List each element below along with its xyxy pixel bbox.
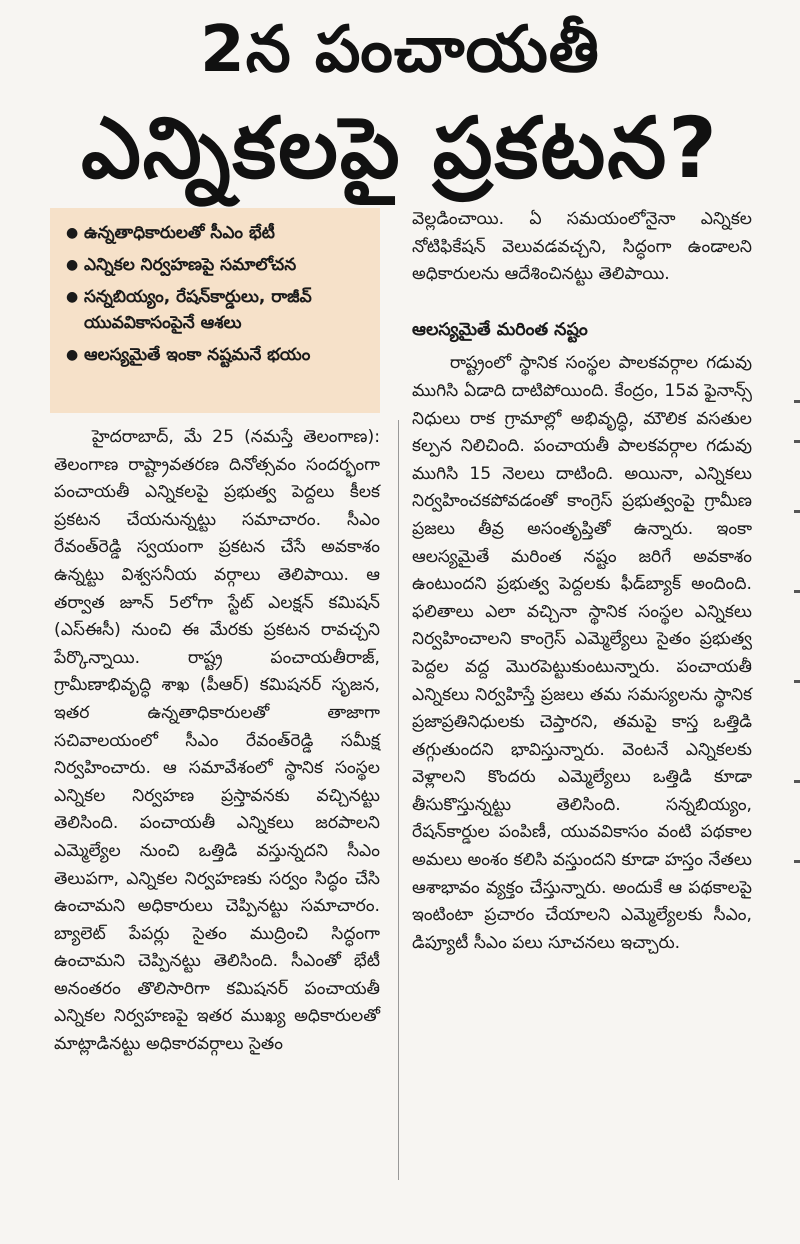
highlight-text: ఎన్నికల నిర్వహణపై సమాలోచన xyxy=(84,255,297,275)
article-paragraph: రాష్ట్రంలో స్థానిక సంస్థల పాలకవర్గాల గడువు ముగిసి ఏడాది దాటిపోయింది. కేంద్రం, 15వ ఫైనాన్స్ నిధులు రాక గ్రామాల్లో అభివృద్ధి, మౌలిక వసతుల కల్పన నిలిచింది. పంచాయతీ పాలకవర్గాల గడువు ముగిసి 15 నెలలు దాటింది. అయినా, ఎన్నికలు నిర్వహించకపోవడంతో కాంగ్రెస్ ప్రభుత్వంపై గ్రామీణ ప్రజలు తీవ్ర అసంతృప్తితో ఉన్నారు. ఇంకా ఆలస్యమైతే మరింత నష్టం జరిగే అవకాశం ఉంటుందని ప్రభుత్వ పెద్దలకు ఫీడ్‌బ్యాక్ అందింది. ఫలితాలు ఎలా వచ్చినా స్థానిక సంస్థల ఎన్నికలు నిర్వహించాలని కాంగ్రెస్ ఎమ్మెల్యేలు సైతం ప్రభుత్వ పెద్దల వద్ద మొరపెట్టుకుంటున్నారు. పంచాయతీ ఎన్నికలు నిర్వహిస్తే ప్రజలు తమ సమస్యలను స్థానిక ప్రజాప్రతినిధులకు చెప్తారని, తమపై కాస్త ఒత్తిడి తగ్గుతుందని భావిస్తున్నారు. వెంటనే ఎన్నికలకు వెళ్లాలని కొందరు ఎమ్మెల్యేలు ఒత్తిడి కూడా తీసుకొస్తున్నట్టు తెలిసింది. సన్నబియ్యం, రేషన్‌కార్డుల పంపిణీ, యువవికాసం వంటి పథకాల అమలు అంశం కలిసి వస్తుందని కూడా హస్తం నేతలు ఆశాభావం వ్యక్తం చేస్తున్నారు. అందుకే ఆ పథకాలపై ఇంటింటా ప్రచారం చేయాలని ఎమ్మెల్యేలకు సీఎం, డిప్యూటీ సీఎం పలు సూచనలు ఇచ్చారు. xyxy=(412,353,752,953)
headline-line-2: ఎన్నికలపై ప్రకటన? xyxy=(81,99,719,197)
edge-mark xyxy=(794,590,800,593)
article-left-column xyxy=(54,424,380,1059)
article-paragraph: హైదరాబాద్, మే 25 (నమస్తే తెలంగాణ): తెలంగాణ రాష్ట్రావతరణ దినోత్సవం సందర్భంగా పంచాయతీ ఎన్నికలపై ప్రభుత్వ పెద్దలు కీలక ప్రకటన చేయనున్నట్టు సమాచారం. సీఎం రేవంత్‌రెడ్డి స్వయంగా ప్రకటన చేసే అవకాశం ఉన్నట్టు విశ్వసనీయ వర్గాలు తెలిపాయి. ఆ తర్వాత జూన్ 5లోగా స్టేట్ ఎలక్షన్ కమిషన్ (ఎస్‌ఈసీ) నుంచి ఈ మేరకు ప్రకటన రావచ్చని పేర్కొన్నాయి. రాష్ట్ర పంచాయతీరాజ్, గ్రామీణాభివృద్ధి శాఖ (పీఆర్) కమిషనర్ సృజన, ఇతర ఉన్నతాధికారులతో తాజాగా సచివాలయంలో సీఎం రేవంత్‌రెడ్డి సమీక్ష నిర్వహించారు. ఆ సమావేశంలో స్థానిక సంస్థల ఎన్నికల నిర్వహణ ప్రస్తావనకు వచ్చినట్టు తెలిసింది. పంచాయతీ ఎన్నికలు జరపాలని ఎమ్మెల్యేల నుంచి ఒత్తిడి వస్తున్నదని సీఎం తెలుపగా, ఎన్నికల నిర్వహణకు సర్వం సిద్ధం చేసి ఉంచామని అధికారులు చెప్పినట్టు సమాచారం. బ్యాలెట్ పేపర్లు సైతం ముద్రించి సిద్ధంగా ఉంచామని చెప్పినట్టు తెలిసింది. సీఎంతో భేటీ అనంతరం తొలిసారిగా కమిషనర్ పంచాయతీ ఎన్నికల నిర్వహణపై ఇతర ముఖ్య అధికారులతో మాట్లాడినట్టు అధికారవర్గాలు సైతం xyxy=(54,427,380,1055)
highlight-text: సన్నబియ్యం, రేషన్‌కార్డులు, రాజీవ్ యువవికాసంపైనే ఆశలు xyxy=(84,287,312,333)
highlight-text: ఉన్నతాధికారులతో సీఎం భేటీ xyxy=(84,223,275,243)
headline-line-1: 2న పంచాయతీ xyxy=(200,13,600,87)
article-paragraph: వెల్లడించాయి. ఏ సమయంలోనైనా ఎన్నికల నోటిఫికేషన్ వెలువడవచ్చని, సిద్ధంగా ఉండాలని అధికారులను ఆదేశించినట్టు తెలిపాయి. xyxy=(412,209,752,285)
bullet-icon: ● xyxy=(66,347,79,363)
edge-mark xyxy=(794,680,800,683)
highlight-text: ఆలస్యమైతే ఇంకా నష్టమనే భయం xyxy=(84,345,311,365)
article-subheading: ఆలస్యమైతే మరింత నష్టం xyxy=(412,319,588,340)
highlight-item xyxy=(66,220,368,246)
adjacent-article-edge xyxy=(792,360,800,920)
bullet-icon: ● xyxy=(66,225,79,241)
bullet-icon: ● xyxy=(66,257,79,273)
edge-mark xyxy=(794,860,800,863)
highlight-item xyxy=(66,252,368,278)
article-right-column xyxy=(412,206,752,957)
highlight-item xyxy=(66,284,368,336)
edge-mark xyxy=(794,510,800,513)
column-divider xyxy=(398,420,399,1180)
edge-mark xyxy=(794,400,800,403)
highlights-box xyxy=(50,208,380,413)
edge-mark xyxy=(794,780,800,783)
highlight-item xyxy=(66,342,368,368)
edge-mark xyxy=(794,440,800,443)
bullet-icon: ● xyxy=(66,289,79,305)
